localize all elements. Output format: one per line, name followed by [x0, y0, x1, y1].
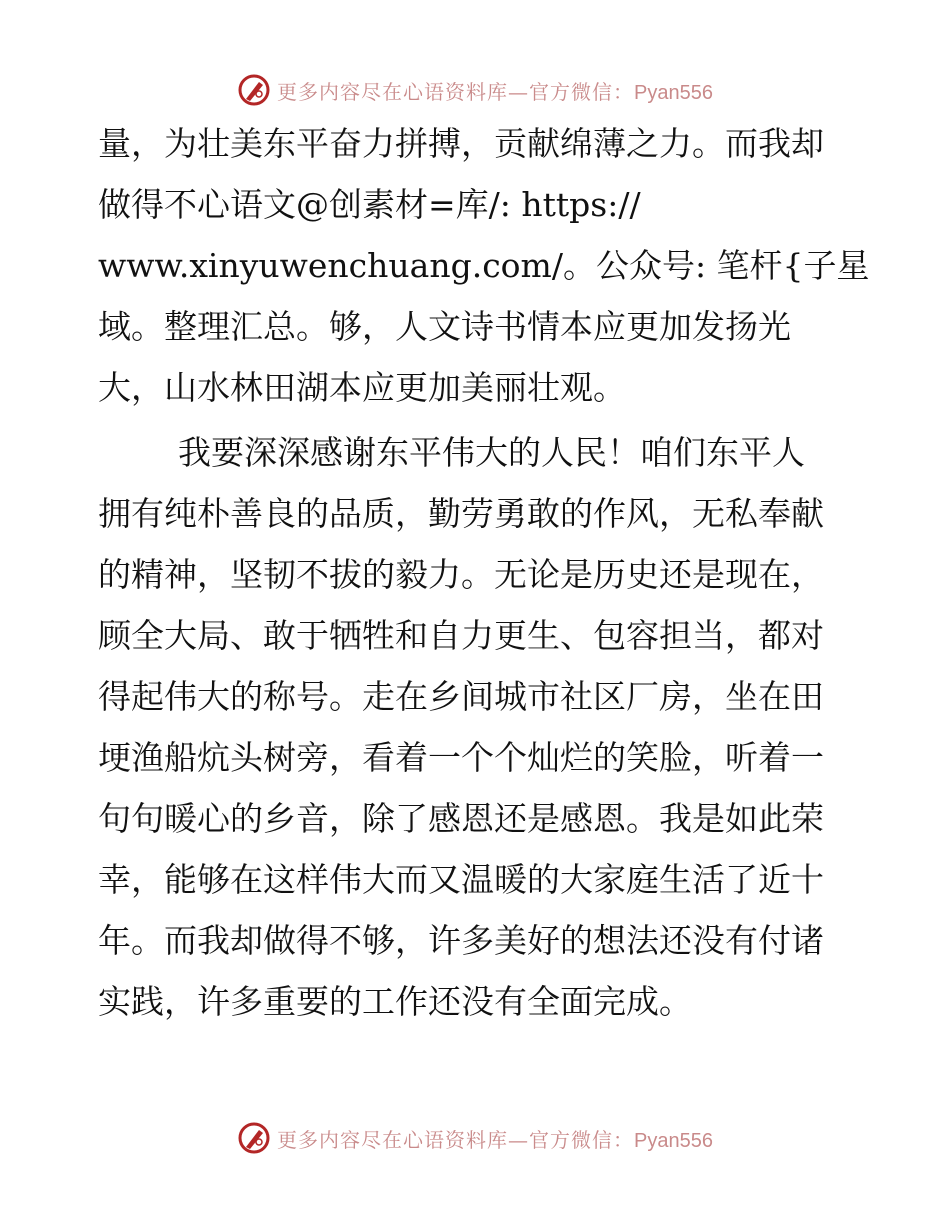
text-line: 埂渔船炕头树旁，看着一个个灿烂的笑脸，听着一 [98, 738, 824, 777]
pen-logo-icon [237, 73, 271, 107]
paragraph-2 [98, 433, 858, 1022]
text-line: 我要深深感谢东平伟大的人民！咱们东平人 [178, 433, 805, 472]
text-line: www.xinyuwenchuang.com/。公众号: 笔杆{子星 [98, 246, 870, 285]
paragraph-1 [98, 124, 870, 408]
text-line: 做得不心语文@创素材=库/: https:// [98, 185, 641, 224]
header-wechat-handle: Pyan556 [634, 81, 713, 104]
text-line: 域。整理汇总。够，人文诗书情本应更加发扬光 [98, 307, 791, 346]
text-line: 幸，能够在这样伟大而又温暖的大家庭生活了近十 [98, 860, 824, 899]
text-line: 得起伟大的称号。走在乡间城市社区厂房，坐在田 [98, 677, 824, 716]
header-banner-text: 更多内容尽在心语资料库—官方微信：Pyan556 [277, 79, 713, 104]
text-line: 量，为壮美东平奋力拼搏，贡献绵薄之力。而我却 [98, 124, 824, 163]
text-line: 大，山水林田湖本应更加美丽壮观。 [98, 368, 626, 407]
text-line: 实践，许多重要的工作还没有全面完成。 [98, 982, 692, 1021]
header-banner [0, 70, 950, 110]
text-line: 句句暖心的乡音，除了感恩还是感恩。我是如此荣 [98, 799, 824, 838]
text-line: 顾全大局、敢于牺牲和自力更生、包容担当，都对 [98, 616, 824, 655]
text-line: 年。而我却做得不够，许多美好的想法还没有付诸 [98, 921, 824, 960]
footer-banner [0, 1118, 950, 1158]
document-body [98, 124, 870, 1043]
text-line: 拥有纯朴善良的品质，勤劳勇敢的作风，无私奉献 [98, 494, 824, 533]
text-line: 的精神，坚韧不拔的毅力。无论是历史还是现在， [98, 555, 824, 594]
footer-banner-text: 更多内容尽在心语资料库—官方微信：Pyan556 [277, 1127, 713, 1152]
footer-wechat-handle: Pyan556 [634, 1129, 713, 1152]
pen-logo-icon [237, 1121, 271, 1155]
